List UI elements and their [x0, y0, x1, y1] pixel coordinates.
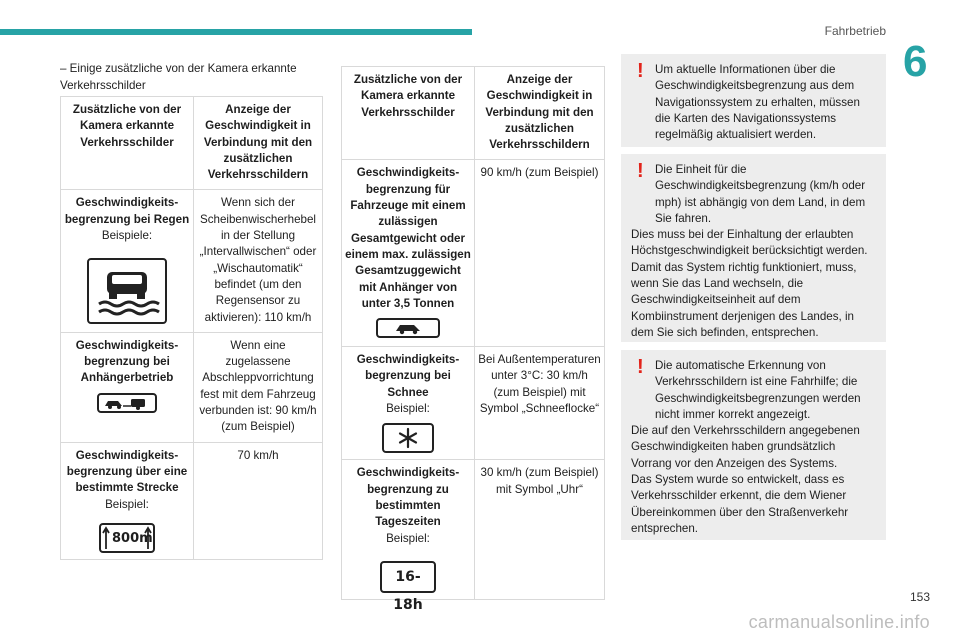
- snowflake-sign-icon: [382, 423, 434, 453]
- sign-title: Geschwindigkeits-begrenzung bei Schnee: [356, 353, 460, 399]
- car-trailer-sign-icon: [97, 393, 157, 413]
- table-row: [342, 460, 605, 599]
- table-row: [342, 160, 605, 347]
- display-info: 70 km/h: [194, 442, 323, 559]
- header-accent-bar: [0, 29, 472, 35]
- time-range-sign-icon: [380, 561, 436, 613]
- note-text: Die automatische Erkennung von Verkehrsschildern ist eine Fahrhilfe; die Geschwindigkeitsbegrenzungen werden nicht immer korrekt angezeigt.: [655, 359, 861, 421]
- display-info: Wenn sich der Scheibenwischerhebel in der Stellung „Intervallwischen“ oder „Wischautomatik“ befindet (um den Regensensor zu aktivieren): 110 km/h: [194, 190, 323, 332]
- sign-title: Geschwindigkeits-begrenzung für Fahrzeuge mit einem zulässigen Gesamtgewicht oder einem max. zulässigen Gesamtzuggewicht mit Anhänger von unter 3,5 Tonnen: [345, 166, 471, 310]
- sign-cell: [342, 160, 475, 347]
- page-number: 153: [909, 590, 930, 604]
- note-text: Die auf den Verkehrsschildern angegebenen Geschwindigkeiten haben grundsätzlich Vorrang vor den Anzeigen des Systems.: [631, 424, 860, 470]
- sign-cell: [342, 347, 475, 460]
- table-row: [61, 190, 323, 332]
- warning-note: [621, 154, 886, 342]
- table-header-row: [342, 67, 605, 160]
- note-text: Um aktuelle Informationen über die Geschwindigkeitsbegrenzung aus dem Navigationssystem zu erhalten, müssen die Karten des Navigationssystems regelmäßig aktualisiert werden.: [655, 63, 860, 142]
- sign-sub: Beispiel:: [386, 402, 430, 416]
- table-row: [61, 332, 323, 442]
- sign-cell: [61, 332, 194, 442]
- display-info: Bei Außentemperaturen unter 3°C: 30 km/h (zum Beispiel) mit Symbol „Schneeflocke“: [475, 347, 605, 460]
- distance-sign-label: 800m: [112, 530, 153, 546]
- rain-road-sign-icon: [87, 258, 167, 324]
- display-info: 30 km/h (zum Beispiel) mit Symbol „Uhr“: [475, 460, 605, 599]
- distance-sign-icon: [99, 523, 155, 553]
- sign-title: Geschwindigkeits-begrenzung zu bestimmten Tageszeiten: [356, 466, 460, 529]
- warning-note: [621, 350, 886, 540]
- table-row: [61, 442, 323, 559]
- warning-exclamation-icon: !: [637, 356, 644, 378]
- sign-title: Geschwindigkeits-begrenzung bei Regen: [64, 196, 190, 226]
- column-header-signs: Zusätzliche von der Kamera erkannte Verkehrsschilder: [61, 97, 194, 190]
- display-info: 90 km/h (zum Beispiel): [475, 160, 605, 347]
- car-sign-icon: [376, 318, 440, 338]
- chapter-number: 6: [903, 37, 928, 86]
- sign-cell: [342, 460, 475, 613]
- time-range-sign-label: 16-18h: [393, 568, 423, 613]
- warning-exclamation-icon: !: [637, 60, 644, 82]
- sign-table-right: [341, 66, 605, 613]
- sign-cell: [61, 442, 194, 559]
- table-row: [342, 347, 605, 460]
- intro-text: – Einige zusätzliche von der Kamera erkannte Verkehrsschilder: [60, 62, 297, 92]
- sign-sub: Beispiele:: [101, 229, 153, 243]
- note-text: Damit das System richtig funktioniert, muss, wenn Sie das Land wechseln, die Geschwindigkeitseinheit auf dem Kombiinstrument derjenigen des Landes, in dem Sie sich befinden, entsprechen.: [631, 260, 857, 339]
- sign-table-left: [60, 96, 323, 560]
- sign-sub: Beispiel:: [386, 531, 430, 545]
- sign-title: Geschwindigkeits-begrenzung bei Anhängerbetrieb: [75, 338, 179, 385]
- column-header-signs: Zusätzliche von der Kamera erkannte Verkehrsschilder: [342, 67, 475, 160]
- section-title: Fahrbetrieb: [824, 24, 886, 38]
- note-text: Dies muss bei der Einhaltung der erlaubten Höchstgeschwindigkeit berücksichtigt werden.: [631, 228, 868, 258]
- watermark: carmanualsonline.info: [748, 612, 930, 632]
- display-info: Wenn eine zugelassene Abschleppvorrichtung fest mit dem Fahrzeug verbunden ist: 90 km/h (zum Beispiel): [194, 332, 323, 442]
- sign-sub: Beispiel:: [105, 497, 149, 511]
- warning-note: [621, 54, 886, 147]
- sign-title: Geschwindigkeits-begrenzung über eine bestimmte Strecke: [66, 448, 188, 495]
- table-header-row: [61, 97, 323, 190]
- column-header-display: Anzeige der Geschwindigkeit in Verbindung mit den zusätzlichen Verkehrsschildern: [475, 67, 605, 160]
- note-text: Das System wurde so entwickelt, dass es Verkehrsschilder erkennt, die dem Wiener Übereinkommen über den Straßenverkehr entsprechen.: [631, 473, 849, 535]
- sign-cell: [61, 190, 194, 332]
- column-header-display: Anzeige der Geschwindigkeit in Verbindung mit den zusätzlichen Verkehrsschildern: [194, 97, 323, 190]
- warning-exclamation-icon: !: [637, 160, 644, 182]
- note-text: Die Einheit für die Geschwindigkeitsbegrenzung (km/h oder mph) ist abhängig von dem Land, in dem Sie fahren.: [655, 163, 866, 225]
